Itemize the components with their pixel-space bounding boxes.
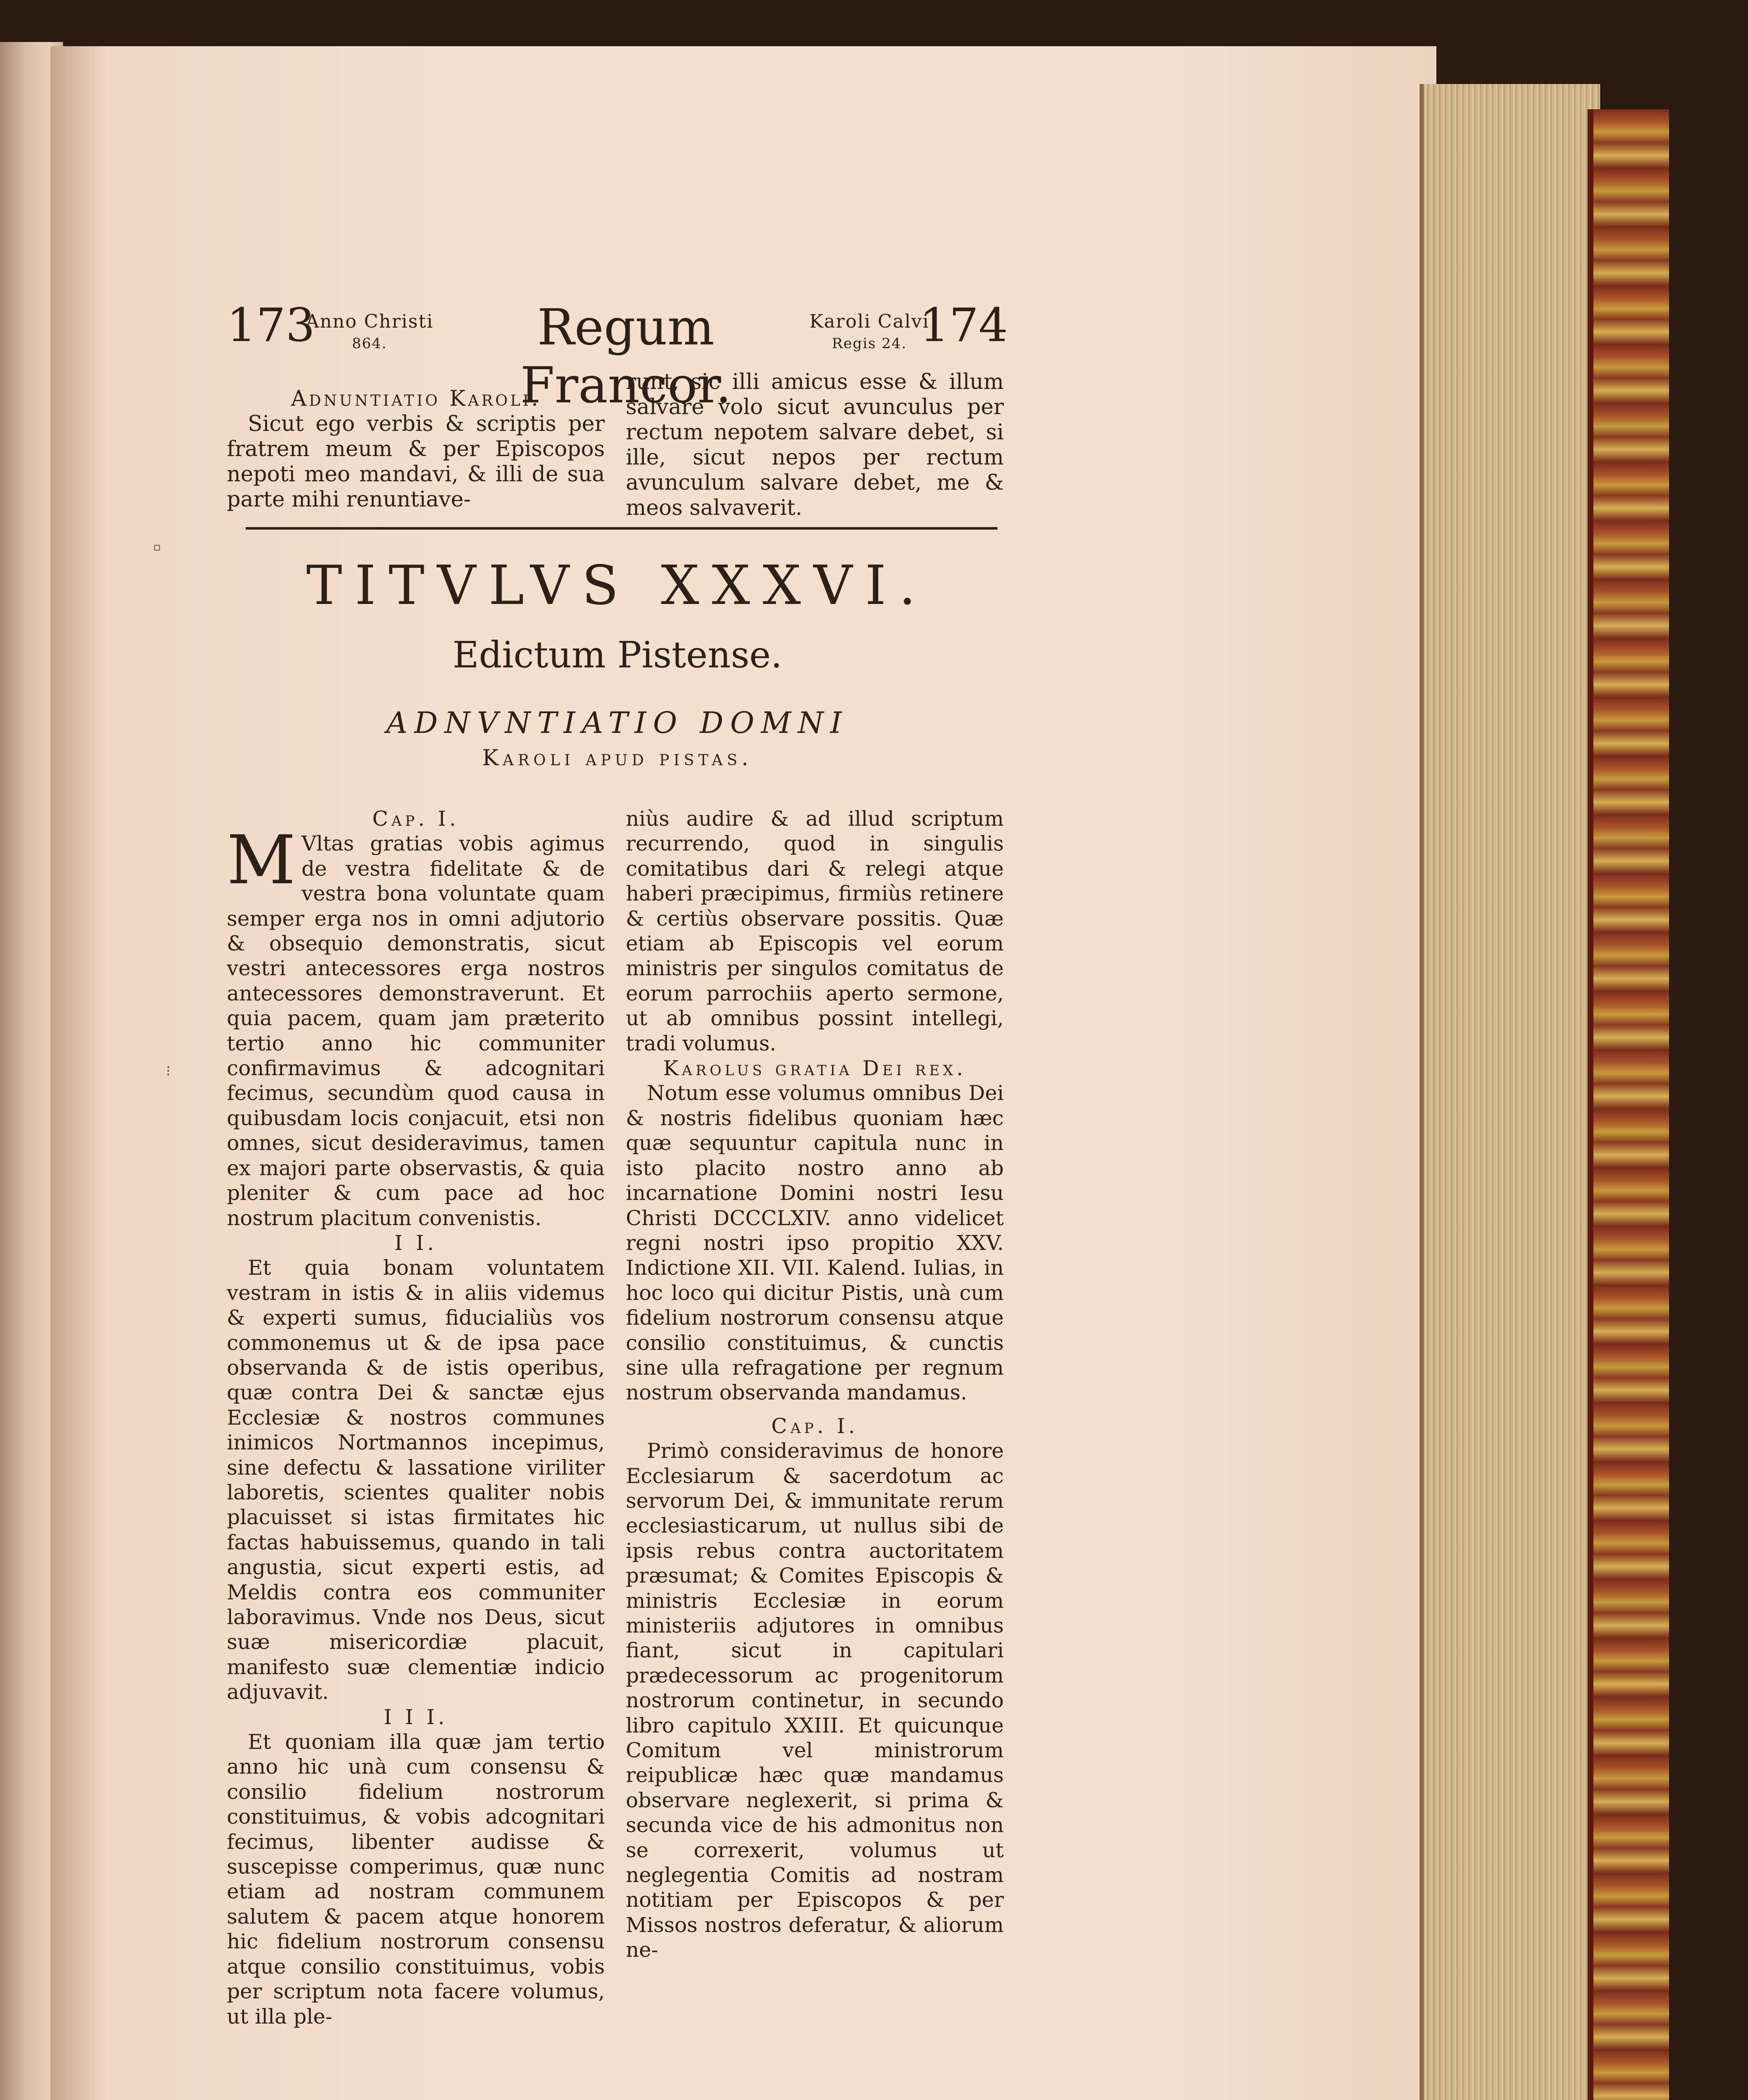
running-title: Regum Francor. bbox=[520, 298, 732, 414]
cap-heading: Cap. I. bbox=[372, 807, 459, 831]
section-rule bbox=[246, 527, 997, 530]
heading-line-1: ADNVNTIATIO DOMNI bbox=[386, 706, 849, 740]
page-number-left: 173 bbox=[227, 298, 315, 352]
cap-text: Primò consideravimus de honore Ecclesiarum & sacerdotum ac servorum Dei, & immunitate rerum ecclesiasticarum, ut nullus sibi de ipsis rebus contra auctoritatem præsumat; & Comites Episcopis & ministris Ecclesiæ in eorum ministeriis adjutores in omnibus fiant, sicut in capitulari prædecessorum ac progenitorum nostrorum continetur, in secundo libro capitulo XXIII. Et quicunque Comitum vel ministrorum reipublicæ hæc quæ mandamus observare neglexerit, si prima & secunda vice de his admonitus non se correxerit, volumus ut neglegentia Comitis ad nostram notitiam per Episcopos & per Missos nostros deferatur, & aliorum ne- bbox=[626, 1439, 1004, 1962]
cap-heading: I I I. bbox=[383, 1705, 448, 1729]
body-left-column bbox=[227, 806, 605, 2029]
top-right-column bbox=[626, 370, 1004, 521]
cap-text: Vltas gratias vobis agimus de vestra fidelitate & de vestra bona voluntate quam semper erga nos in omni adjutorio & obsequio demonstratis, sicut vestri antecessores erga nostros antecessores demonstraverunt. Et quia pacem, quam jam præterito tertio anno hic communiter confirmavimus & adcognitari fecimus, secundùm quod causa in quibusdam locis conjacuit, etsi non omnes, sicut desideravimus, tamen ex majori parte observastis, & quia pleniter & cum pace ad hoc nostrum placitum convenistis. bbox=[227, 832, 605, 1230]
top-left-column bbox=[227, 386, 605, 512]
cap-text: Et quoniam illa quæ jam tertio anno hic unà cum consensu & consilio fidelium nostrorum constituimus, & vobis adcognitari fecimus, libenter audisse & suscepisse comperimus, quæ nunc etiam ad nostram communem salutem & pacem atque honorem hic fidelium nostrorum consensu atque consilio constituimus, vobis per scriptum nota facere volumus, ut illa ple- bbox=[227, 1730, 605, 2029]
section-title: TITVLVS XXXVI. bbox=[306, 554, 929, 617]
cap-heading: I I. bbox=[394, 1231, 437, 1255]
adnuntiatio-heading: Adnuntiatio Karoli. bbox=[291, 386, 541, 411]
margin-mark: ⸋ bbox=[153, 542, 161, 559]
running-left-sub: 864. bbox=[352, 335, 387, 352]
running-left bbox=[294, 311, 445, 354]
page-number-right: 174 bbox=[920, 298, 1008, 352]
top-right-text: runt, sic illi amicus esse & illum salvare volo sicut avunculus per rectum nepotem salvare debet, si ille, sicut nepos per rectum avunculum salvare debet, me & meos salvaverit. bbox=[626, 370, 1004, 520]
top-left-text: Sicut ego verbis & scriptis per fratrem meum & per Episcopos nepoti meo mandavi, & illi de sua parte mihi renuntiave- bbox=[227, 412, 605, 512]
running-left-top: Anno Christi bbox=[305, 311, 434, 332]
drop-initial: M bbox=[227, 821, 296, 900]
running-right-top: Karoli Calvi bbox=[809, 311, 929, 332]
body-right-column bbox=[626, 806, 1004, 1963]
notum-text: Notum esse volumus omnibus Dei & nostris fidelibus quoniam hæc quæ sequuntur capitula nunc in isto placito nostro anno ab incarnatione Domini nostri Iesu Christi DCCCLXIV. anno videlicet regni nostri ipso propitio XXV. Indictione XII. VII. Kalend. Iulias, in hoc loco qui dicitur Pistis, unà cum fidelium nostrorum consensu atque consilio constituimus, & cunctis sine ulla refragatione per regnum nostrum observanda mandamus. bbox=[626, 1081, 1004, 1405]
section-subtitle: Edictum Pistense. bbox=[452, 634, 782, 676]
cap-heading: Cap. I. bbox=[771, 1414, 858, 1438]
continued-text: niùs audire & ad illud scriptum recurrendo, quod in singulis comitatibus dari & relegi atque haberi præcipimus, firmiùs retinere & certiùs observare possitis. Quæ etiam ab Episcopis vel eorum ministris per singulos comitatus de eorum parrochiis aperto sermone, ut ab omnibus possint intellegi, tradi volumus. bbox=[626, 807, 1004, 1055]
cap-paragraph bbox=[227, 821, 605, 1231]
running-right-sub: Regis 24. bbox=[832, 335, 907, 352]
cap-text: Et quia bonam voluntatem vestram in istis & in aliis videmus & experti sumus, fiducialiùs vos commonemus ut & de ipsa pace observanda & de istis operibus, quæ contra Dei & sanctæ ejus Ecclesiæ & nostros communes inimicos Nortmannos incepimus, sine defectu & lassatione viriliter laboretis, scientes qualiter nobis placuisset si istas firmitates hic factas habuissemus, quando in tali angustia, sicut experti estis, ad Meldis contra eos communiter laboravimus. Vnde nos Deus, sicut suæ misericordiæ placuit, manifesto suæ clementiæ indicio adjuvavit. bbox=[227, 1256, 605, 1704]
heading-line-2: Karoli apud pistas. bbox=[482, 746, 753, 771]
royal-greeting: Karolus gratia Dei rex. bbox=[663, 1056, 966, 1081]
margin-mark: ⁝ bbox=[166, 1063, 171, 1080]
